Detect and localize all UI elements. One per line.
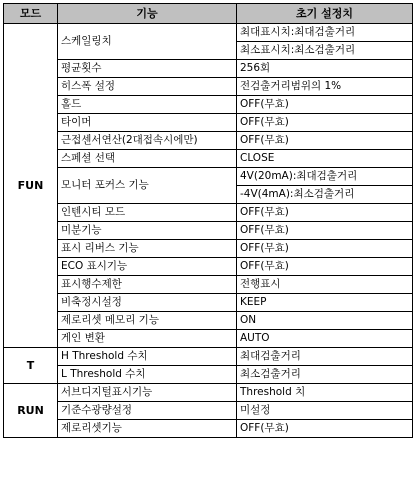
value-cell: 미설정 [237,402,413,420]
table-row [4,204,413,222]
table-row [4,240,413,258]
table-row [4,96,413,114]
function-cell: 표시 리버스 기능 [58,240,237,258]
table-row [4,420,413,438]
function-cell: H Threshold 수치 [58,348,237,366]
mode-cell-fun: FUN [4,24,58,348]
value-cell: 256회 [237,60,413,78]
table-row [4,114,413,132]
function-cell: 근접센서연산(2대접속시에만) [58,132,237,150]
value-cell: OFF(무효) [237,132,413,150]
table-row [4,384,413,402]
function-cell: 서브디지털표시기능 [58,384,237,402]
value-cell: 전검출거리범위의 1% [237,78,413,96]
value-cell: 4V(20mA):최대검출거리 [237,168,413,186]
value-cell: 최소표시치:최소검출거리 [237,42,413,60]
value-cell: -4V(4mA):최소검출거리 [237,186,413,204]
table-row [4,366,413,384]
table-row [4,168,413,186]
value-cell: ON [237,312,413,330]
table-row [4,132,413,150]
function-cell: 미분기능 [58,222,237,240]
function-cell: 제로리셋 메모리 기능 [58,312,237,330]
value-cell: OFF(무효) [237,204,413,222]
value-cell: CLOSE [237,150,413,168]
value-cell: OFF(무효) [237,240,413,258]
function-cell: 히스폭 설정 [58,78,237,96]
table-row [4,24,413,42]
table-row [4,78,413,96]
value-cell: AUTO [237,330,413,348]
value-cell: 전행표시 [237,276,413,294]
header-function: 기능 [58,4,237,24]
function-cell: 비축정시설정 [58,294,237,312]
value-cell: OFF(무효) [237,222,413,240]
table-row [4,258,413,276]
function-cell: 게인 변환 [58,330,237,348]
table-row [4,330,413,348]
function-cell: 타이머 [58,114,237,132]
function-cell: 제로리셋기능 [58,420,237,438]
value-cell: OFF(무효) [237,258,413,276]
function-cell: 모니터 포커스 기능 [58,168,237,204]
mode-cell-run: RUN [4,384,58,438]
function-cell: 스케일링치 [58,24,237,60]
value-cell: OFF(무효) [237,96,413,114]
table-row [4,222,413,240]
header-initial-value: 초기 설정치 [237,4,413,24]
table-row [4,276,413,294]
table-row [4,150,413,168]
value-cell: OFF(무효) [237,114,413,132]
value-cell: KEEP [237,294,413,312]
table-row [4,312,413,330]
value-cell: 최대표시치:최대검출거리 [237,24,413,42]
function-cell: 평균횟수 [58,60,237,78]
value-cell: OFF(무효) [237,420,413,438]
header-mode: 모드 [4,4,58,24]
table-row [4,60,413,78]
function-cell: 인텐시티 모드 [58,204,237,222]
settings-table [3,3,413,438]
table-row [4,402,413,420]
header-row [4,4,413,24]
function-cell: 홀드 [58,96,237,114]
value-cell: Threshold 치 [237,384,413,402]
function-cell: L Threshold 수치 [58,366,237,384]
table-row [4,348,413,366]
mode-cell-t: T [4,348,58,384]
function-cell: 표시행수제한 [58,276,237,294]
value-cell: 최소검출거리 [237,366,413,384]
table-row [4,294,413,312]
function-cell: 기준수광량설정 [58,402,237,420]
function-cell: 스페셜 선택 [58,150,237,168]
function-cell: ECO 표시기능 [58,258,237,276]
value-cell: 최대검출거리 [237,348,413,366]
